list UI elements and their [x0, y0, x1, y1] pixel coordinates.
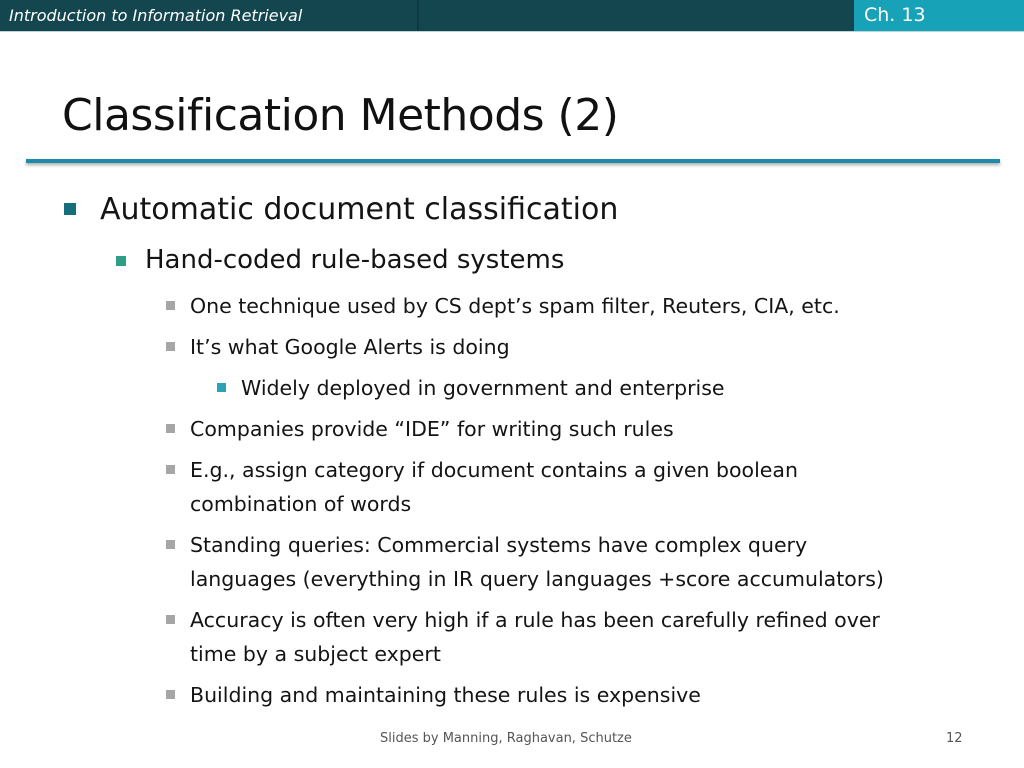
course-title: Introduction to Information Retrieval — [9, 6, 303, 25]
square-bullet-icon — [166, 690, 175, 699]
square-bullet-icon — [166, 301, 175, 310]
square-bullet-icon — [64, 203, 76, 215]
square-bullet-icon — [166, 424, 175, 433]
bullet-text: It’s what Google Alerts is doing — [190, 335, 510, 359]
slide-title: Classification Methods (2) — [62, 90, 619, 141]
square-bullet-icon — [166, 615, 175, 624]
square-bullet-icon — [116, 256, 126, 266]
bullet-text-line: combination of words — [190, 492, 412, 516]
footer-credit: Slides by Manning, Raghavan, Schutze — [380, 731, 632, 746]
square-bullet-icon — [217, 383, 226, 392]
bullet-text: Widely deployed in government and enterprise — [241, 376, 725, 400]
bullet-text-line: languages (everything in IR query languages +score accumulators) — [190, 567, 884, 591]
chapter-label: Ch. 13 — [864, 4, 926, 26]
page-number: 12 — [946, 731, 963, 746]
bullet-text: Building and maintaining these rules is expensive — [190, 683, 701, 707]
bullet-text: Automatic document classification — [100, 192, 619, 227]
bullet-text: Hand-coded rule-based systems — [145, 245, 565, 275]
bullet-text: Companies provide “IDE” for writing such rules — [190, 417, 674, 441]
bullet-text-line: Accuracy is often very high if a rule has been carefully refined over — [190, 608, 880, 632]
square-bullet-icon — [166, 540, 175, 549]
square-bullet-icon — [166, 465, 175, 474]
bullet-text-line: E.g., assign category if document contains a given boolean — [190, 458, 798, 482]
bullet-text-line: time by a subject expert — [190, 642, 441, 666]
bullet-text-line: Standing queries: Commercial systems have complex query — [190, 533, 808, 557]
bullet-text: One technique used by CS dept’s spam filter, Reuters, CIA, etc. — [190, 294, 840, 318]
square-bullet-icon — [166, 342, 175, 351]
